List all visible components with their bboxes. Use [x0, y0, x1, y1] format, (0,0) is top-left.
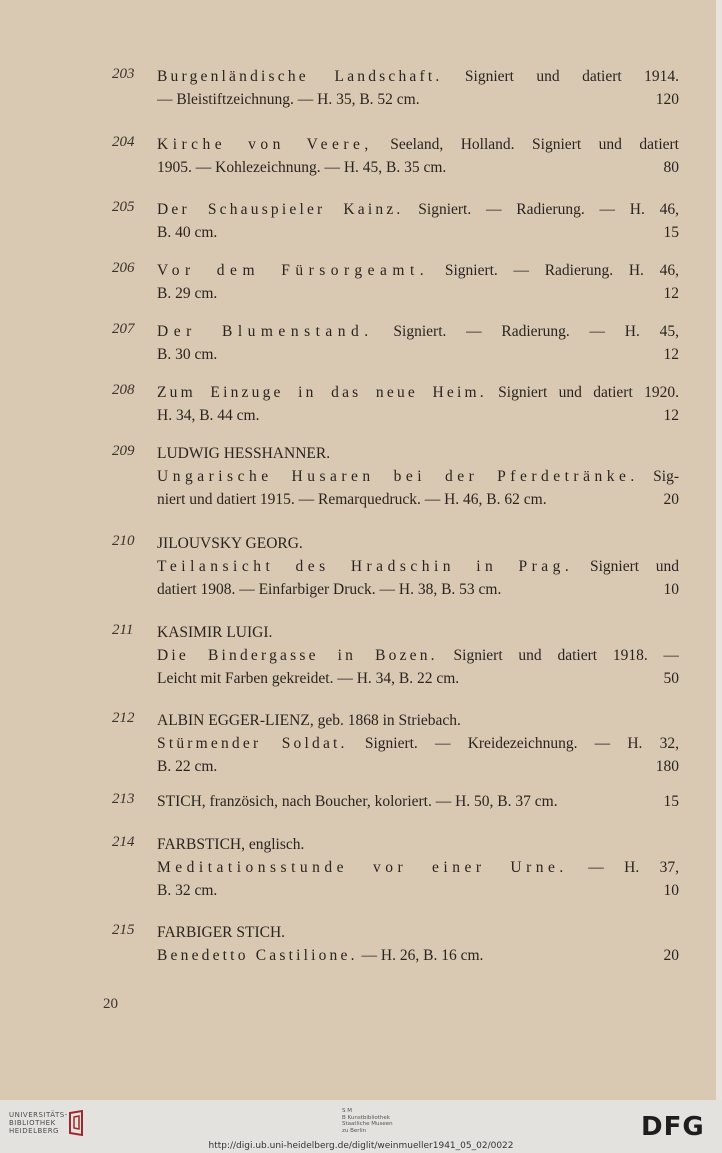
entry-number: 209 — [112, 443, 135, 459]
entry-number: 204 — [112, 134, 135, 150]
university-logo-icon — [68, 1109, 86, 1137]
entry-price: 120 — [655, 91, 679, 108]
entry-price: 180 — [655, 758, 679, 775]
museum-credit: S M B Kunstbibliothek Staatliche Museen zu Berlin — [342, 1108, 393, 1134]
entry-number: 208 — [112, 382, 135, 398]
entry-price: 12 — [663, 407, 679, 424]
entry-text-line: B. 30 cm. — [157, 346, 218, 363]
entry-text-line: B. 32 cm. — [157, 882, 218, 899]
entry-text-line: Der Blumenstand. Signiert. — Radierung. — H. 45, — [157, 323, 679, 340]
entry-text-line: 1905. — Kohlezeichnung. — H. 45, B. 35 cm. — [157, 159, 447, 176]
entry-text-line: Meditationsstunde vor einer Urne. — H. 37, — [157, 859, 679, 876]
entry-text-line: Teilansicht des Hradschin in Prag. Signiert und — [157, 558, 679, 575]
entry-artist: KASIMIR LUIGI. — [157, 624, 273, 641]
page-edge — [716, 0, 722, 1100]
entry-price: 20 — [663, 947, 679, 964]
entry-text-line: H. 34, B. 44 cm. — [157, 407, 260, 424]
entry-number: 215 — [112, 922, 135, 938]
entry-number: 206 — [112, 260, 135, 276]
entry-text-line: Vor dem Fürsorgeamt. Signiert. — Radierung. H. 46, — [157, 262, 679, 279]
entry-price: 12 — [663, 346, 679, 363]
entry-price: 15 — [663, 793, 679, 810]
entry-price: 10 — [663, 882, 679, 899]
entry-text-line: Stürmender Soldat. Signiert. — Kreidezeichnung. — H. 32, — [157, 735, 679, 752]
entry-number: 211 — [112, 622, 134, 638]
entry-artist: LUDWIG HESSHANNER. — [157, 445, 331, 462]
entry-text-line: — Bleistiftzeichnung. — H. 35, B. 52 cm. — [157, 91, 420, 108]
entry-text-line: Der Schauspieler Kainz. Signiert. — Radierung. — H. 46, — [157, 201, 679, 218]
entry-text-line: Benedetto Castilione. — H. 26, B. 16 cm. — [157, 947, 484, 964]
entry-text-line: niert und datiert 1915. — Remarquedruck. — H. 46, B. 62 cm. — [157, 491, 547, 508]
page-number: 20 — [103, 996, 118, 1012]
entry-price: 15 — [663, 224, 679, 241]
entry-text-line: STICH, französich, nach Boucher, koloriert. — H. 50, B. 37 cm. — [157, 793, 558, 810]
entry-text-line: Leicht mit Farben gekreidet. — H. 34, B. 22 cm. — [157, 670, 460, 687]
entry-text-line: Zum Einzuge in das neue Heim. Signiert und datiert 1920. — [157, 384, 679, 401]
entry-number: 207 — [112, 321, 135, 337]
entry-text-line: Burgenländische Landschaft. Signiert und datiert 1914. — [157, 68, 679, 85]
entry-text-line: B. 40 cm. — [157, 224, 218, 241]
entry-text-line: Kirche von Veere, Seeland, Holland. Signiert und datiert — [157, 136, 679, 153]
dfg-logo: DFG — [641, 1112, 705, 1142]
entry-artist: ALBIN EGGER-LIENZ, geb. 1868 in Striebach. — [157, 712, 461, 729]
entry-number: 205 — [112, 199, 135, 215]
entry-text-line: Ungarische Husaren bei der Pferdetränke. Sig- — [157, 468, 679, 485]
source-url-link[interactable]: http://digi.ub.uni-heidelberg.de/diglit/weinmueller1941_05_02/0022 — [208, 1141, 514, 1151]
entry-artist: FARBSTICH, englisch. — [157, 836, 305, 853]
entry-text-line: Die Bindergasse in Bozen. Signiert und datiert 1918. — — [157, 647, 679, 664]
entry-number: 210 — [112, 533, 135, 549]
entry-number: 213 — [112, 791, 135, 807]
entry-price: 20 — [663, 491, 679, 508]
entry-price: 12 — [663, 285, 679, 302]
entry-price: 50 — [663, 670, 679, 687]
entry-text-line: datiert 1908. — Einfarbiger Druck. — H. 38, B. 53 cm. — [157, 581, 502, 598]
entry-number: 203 — [112, 66, 135, 82]
entry-price: 80 — [663, 159, 679, 176]
entry-number: 214 — [112, 834, 135, 850]
entry-text-line: B. 29 cm. — [157, 285, 218, 302]
entry-price: 10 — [663, 581, 679, 598]
entry-artist: FARBIGER STICH. — [157, 924, 286, 941]
entry-text-line: B. 22 cm. — [157, 758, 218, 775]
entry-number: 212 — [112, 710, 135, 726]
entry-artist: JILOUVSKY GEORG. — [157, 535, 303, 552]
university-library-label: UNIVERSITÄTS- BIBLIOTHEK HEIDELBERG — [9, 1111, 68, 1135]
